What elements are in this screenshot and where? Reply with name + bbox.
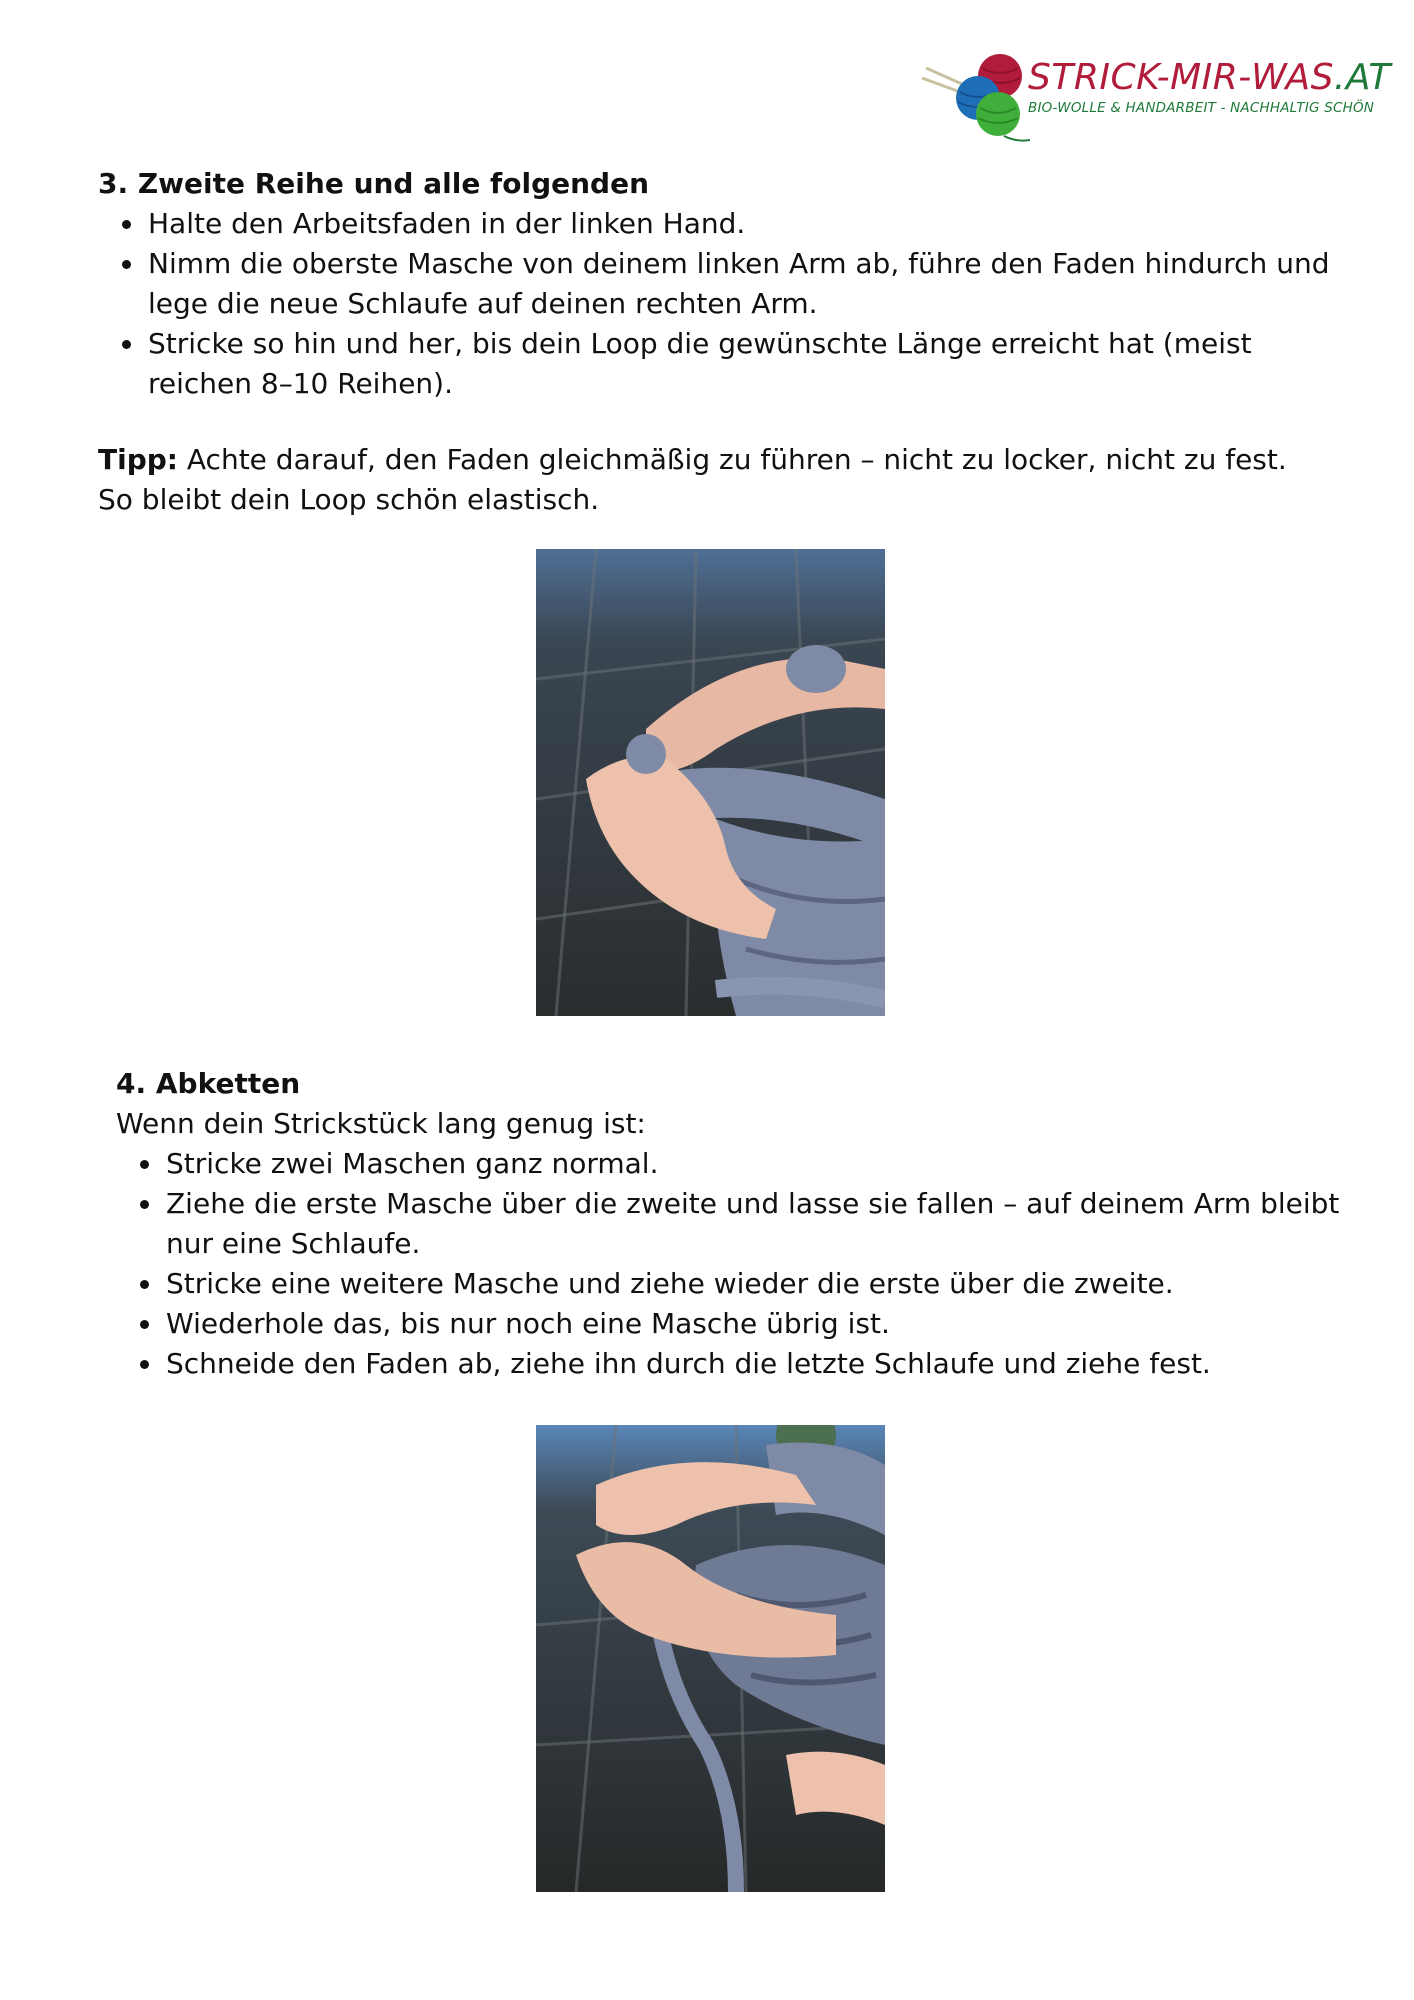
tip-text: Achte darauf, den Faden gleichmäßig zu führen – nicht zu locker, nicht zu fest. So bleibt dein Loop schön elastisch. [98,443,1287,516]
logo-tagline: BIO-WOLLE & HANDARBEIT - NACHHALTIG SCHÖN [1028,100,1375,116]
logo-name-main: STRICK-MIR-WAS [1028,57,1334,98]
tip-paragraph [98,440,1328,520]
brand-logo [920,48,1390,148]
instruction-list [98,204,1338,404]
list-item: • Ziehe die erste Masche über die zweite und lasse sie fallen – auf deinem Arm bleibt nur eine Schlaufe. [164,1184,1346,1264]
list-item: • Stricke zwei Maschen ganz normal. [164,1144,1346,1184]
section-bind-off [116,1064,1346,1384]
logo-wordmark [1028,58,1391,98]
list-item: • Wiederhole das, bis nur noch eine Masche übrig ist. [164,1304,1346,1344]
knitting-photo-bind-off [536,1425,885,1892]
list-item: • Nimm die oberste Masche von deinem linken Arm ab, führe den Faden hindurch und lege die neue Schlaufe auf deinen rechten Arm. [146,244,1338,324]
list-item: • Stricke eine weitere Masche und ziehe wieder die erste über die zweite. [164,1264,1346,1304]
logo-name-tld: .AT [1333,57,1391,98]
list-item: • Stricke so hin und her, bis dein Loop die gewünschte Länge erreicht hat (meist reichen 8–10 Reihen). [146,324,1338,404]
section-heading: 4. Abketten [116,1067,301,1100]
yarn-balls-icon [920,48,1030,148]
list-item: • Halte den Arbeitsfaden in der linken Hand. [146,204,1338,244]
list-item: • Schneide den Faden ab, ziehe ihn durch die letzte Schlaufe und ziehe fest. [164,1344,1346,1384]
section-second-row [98,164,1338,404]
section-heading: 3. Zweite Reihe und alle folgenden [98,167,650,200]
tip-label: Tipp: [98,443,178,476]
section-intro: Wenn dein Strickstück lang genug ist: [116,1107,646,1140]
instruction-list [116,1144,1346,1384]
knitting-photo-second-row [536,549,885,1016]
